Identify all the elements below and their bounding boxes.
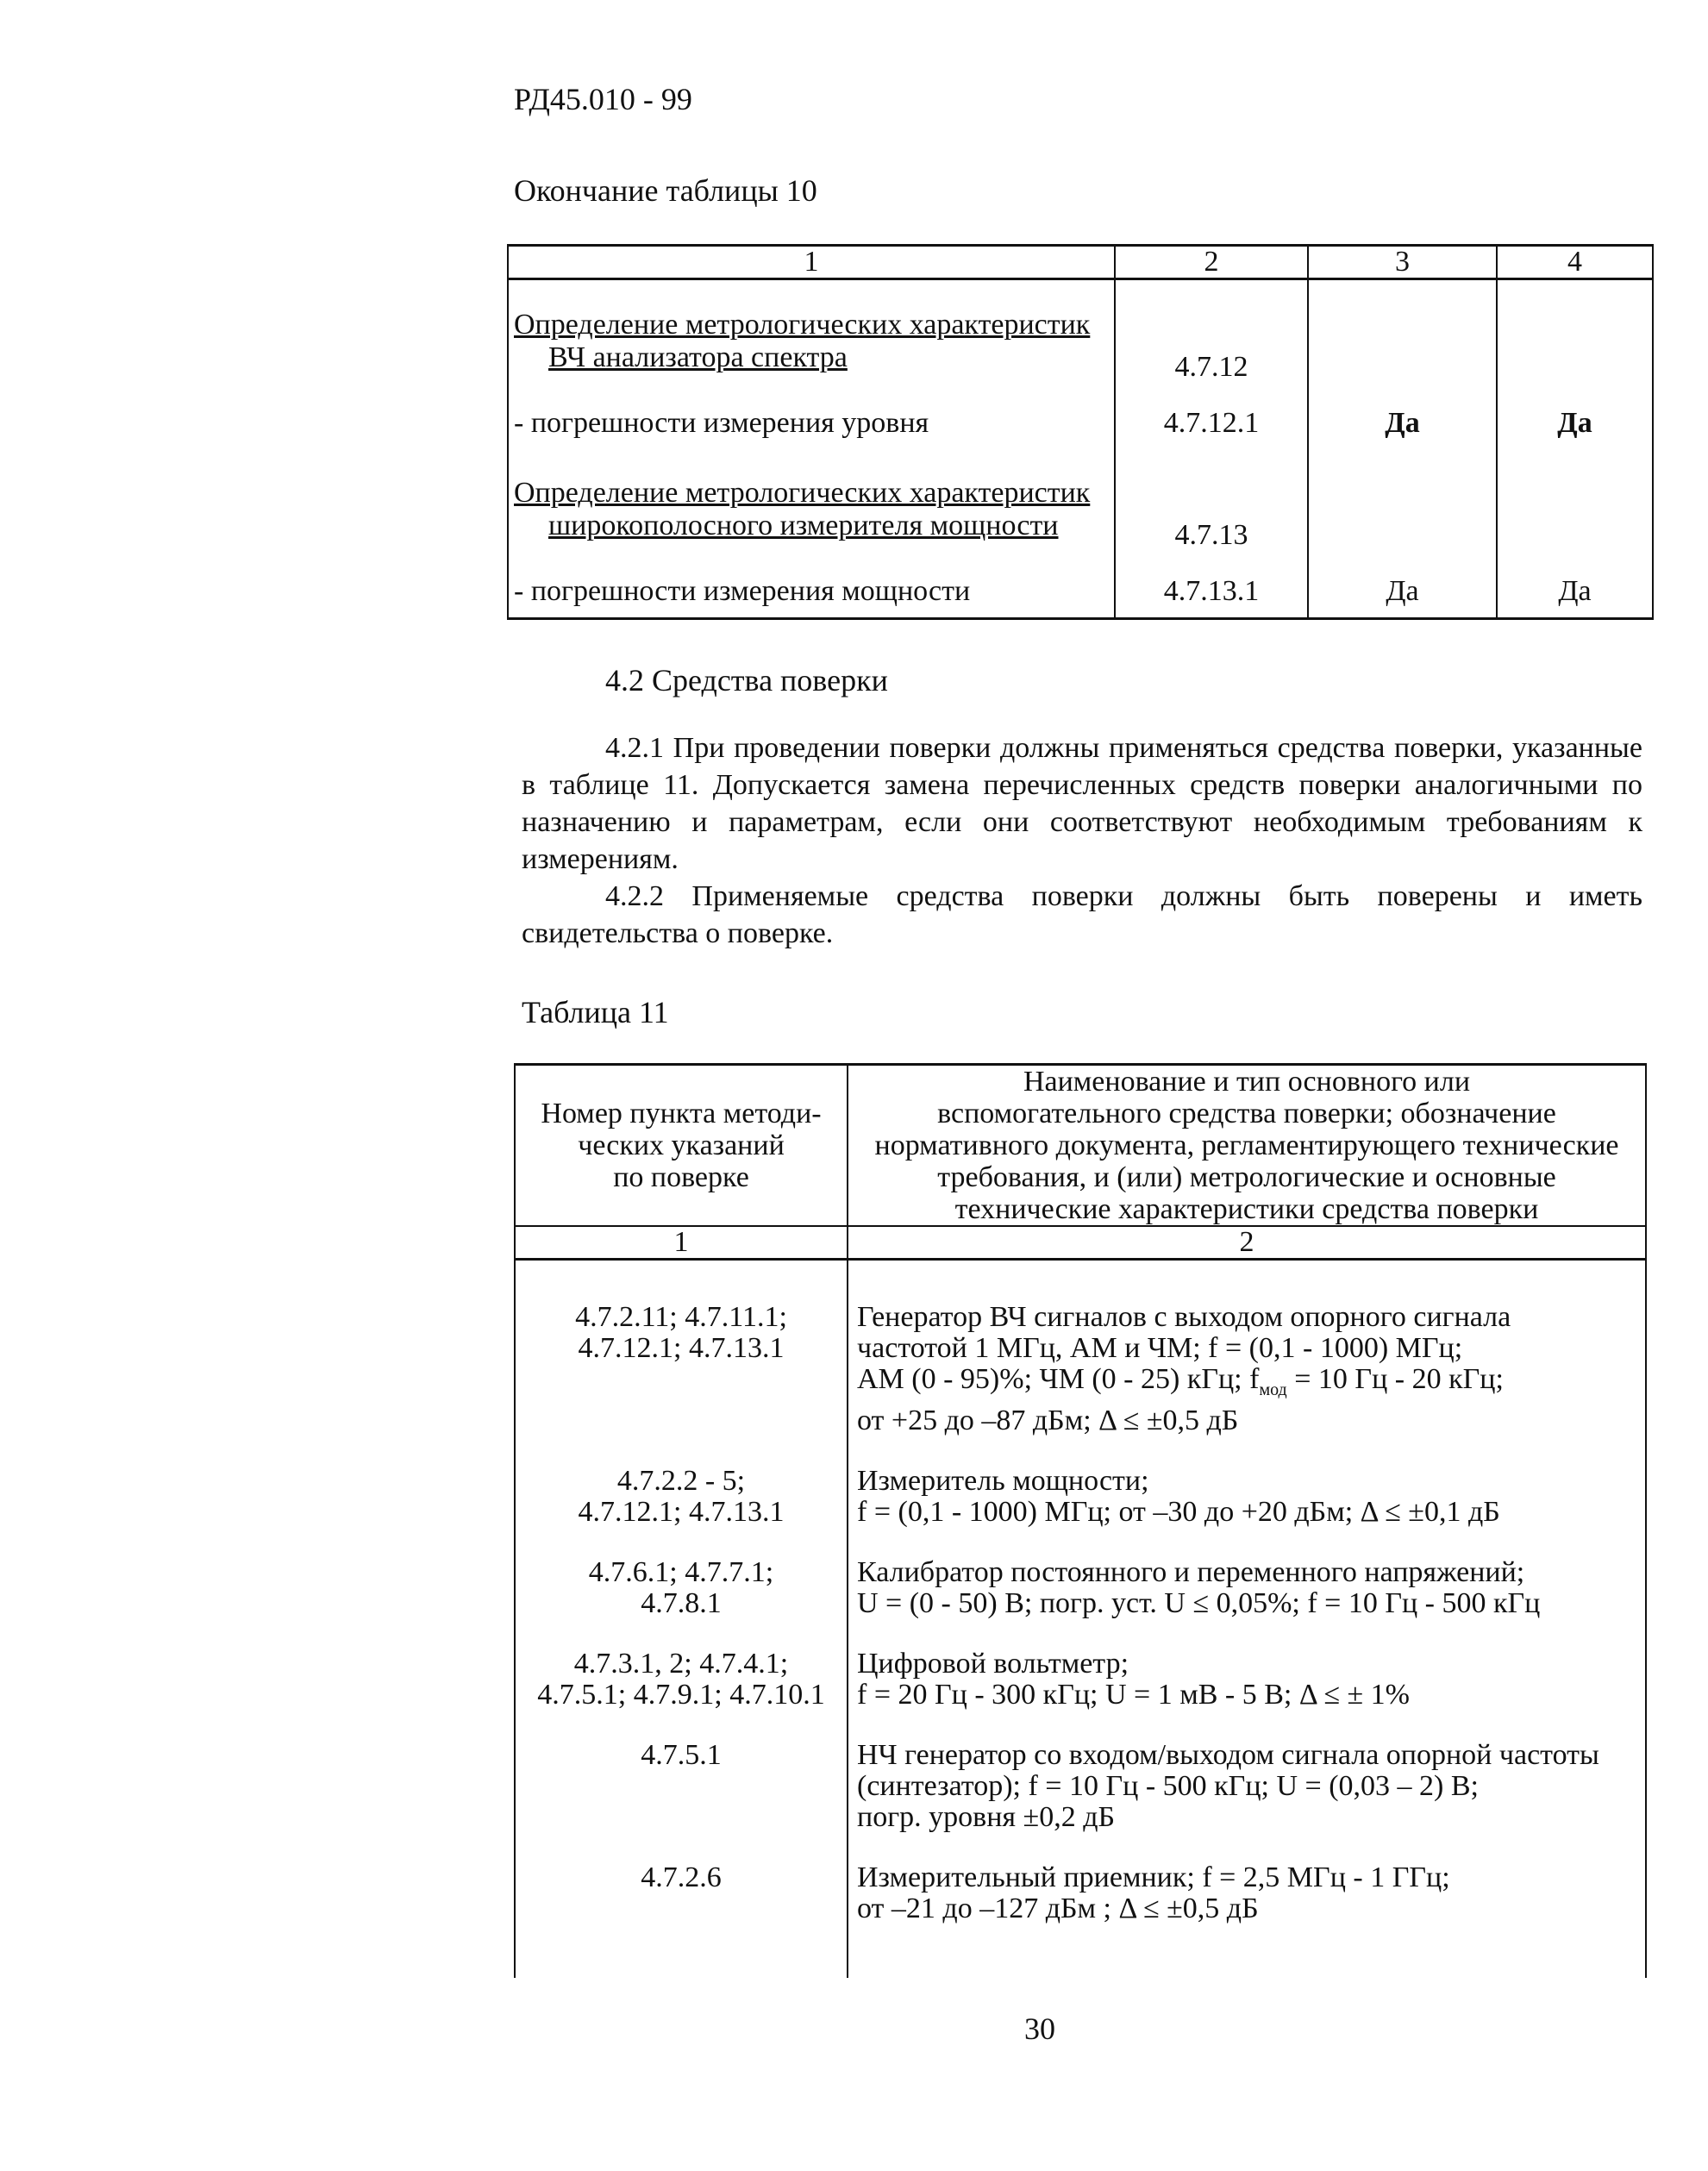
table10-group-title: Определение метрологических характеристик широкополосного измерителя мощности (508, 449, 1115, 555)
table10-yes: Да (1308, 387, 1497, 449)
paragraph-4-2-1: 4.2.1 При проведении поверки должны применяться средства поверки, указанные в таблице 11. Допускается замена перечисленных средств поверки аналогичными по назначению и параметрам, если они соответствуют необходимым требованиям к измерениям. (522, 732, 1642, 875)
table-row (515, 1260, 1646, 1436)
table11-clause: 4.7.2.2 - 5; 4.7.12.1; 4.7.13.1 (515, 1436, 848, 1528)
table10-row (508, 555, 1653, 619)
table10-yes: Да (1497, 387, 1653, 449)
table11-equipment: Цифровой вольтметр; f = 20 Гц - 300 кГц; U = 1 мВ - 5 В; Δ ≤ ± 1% (848, 1619, 1646, 1711)
table11-col-2: 2 (848, 1226, 1646, 1260)
table11-clause: 4.7.2.6 (515, 1833, 848, 1924)
table11-head-equipment: Наименование и тип основного или вспомогательного средства поверки; обозначение нормативного документа, регламентирующего технические требования, и (или) метрологические и основные технические характеристики средства поверки (848, 1065, 1646, 1227)
table10-col-2: 2 (1115, 246, 1308, 279)
page-number: 30 (1024, 2011, 1055, 2046)
table11-caption: Таблица 11 (522, 995, 669, 1029)
table-row (515, 1436, 1646, 1528)
table10-col-1: 1 (508, 246, 1115, 279)
table10-row (508, 449, 1653, 555)
table11-head-clause: Номер пункта методи- ческих указаний по поверке (515, 1065, 848, 1227)
table10-row (508, 279, 1653, 387)
table-row (515, 1711, 1646, 1833)
table11-equipment: Измерительный приемник; f = 2,5 МГц - 1 ГГц; от –21 до –127 дБм ; Δ ≤ ±0,5 дБ (848, 1833, 1646, 1924)
table10-header-row (508, 246, 1653, 279)
table10-item: - погрешности измерения уровня (508, 387, 1115, 449)
table11-equipment: Измеритель мощности; f = (0,1 - 1000) МГц; от –30 до +20 дБм; Δ ≤ ±0,1 дБ (848, 1436, 1646, 1528)
table-11 (514, 1063, 1647, 1978)
table10-group-title: Определение метрологических характеристик ВЧ анализатора спектра (508, 279, 1115, 387)
table10-clause: 4.7.12.1 (1115, 387, 1308, 449)
table10-caption: Окончание таблицы 10 (514, 173, 817, 208)
table10-clause: 4.7.13 (1115, 449, 1308, 555)
table10-col-3: 3 (1308, 246, 1497, 279)
table11-header-row (515, 1065, 1646, 1227)
table-10 (507, 244, 1654, 620)
table11-equipment: НЧ генератор со входом/выходом сигнала опорной частоты (синтезатор); f = 10 Гц - 500 кГц; U = (0,03 – 2) В; погр. уровня ±0,2 дБ (848, 1711, 1646, 1833)
table11-clause: 4.7.5.1 (515, 1711, 848, 1833)
table11-equipment: Генератор ВЧ сигналов с выходом опорного сигнала частотой 1 МГц, АМ и ЧМ; f = (0,1 - 1000) МГц; АМ (0 - 95)%; ЧМ (0 - 25) кГц; $f_{мод} = 10$ Гц - 20 кГц; от +25 до –87 дБм; Δ ≤ ±0,5 дБ (848, 1260, 1646, 1436)
table11-clause: 4.7.2.11; 4.7.11.1; 4.7.12.1; 4.7.13.1 (515, 1260, 848, 1436)
table10-item: - погрешности измерения мощности (508, 555, 1115, 619)
table11-number-row (515, 1226, 1646, 1260)
document-code: РД45.010 - 99 (514, 82, 692, 116)
table10-row (508, 387, 1653, 449)
table10-col-4: 4 (1497, 246, 1653, 279)
table11-equipment: Калибратор постоянного и переменного напряжений; U = (0 - 50) В; погр. уст. U ≤ 0,05%; f = 10 Гц - 500 кГц (848, 1528, 1646, 1619)
table11-clause: 4.7.6.1; 4.7.7.1; 4.7.8.1 (515, 1528, 848, 1619)
paragraph-4-2-2: 4.2.2 Применяемые средства поверки должны быть поверены и иметь свидетельства о поверке. (522, 880, 1642, 949)
table11-col-1: 1 (515, 1226, 848, 1260)
table10-clause: 4.7.12 (1115, 279, 1308, 387)
table-row (515, 1528, 1646, 1619)
table-row (515, 1833, 1646, 1924)
table-row (515, 1619, 1646, 1711)
table10-yes: Да (1497, 555, 1653, 619)
table10-yes: Да (1308, 555, 1497, 619)
table11-clause: 4.7.3.1, 2; 4.7.4.1; 4.7.5.1; 4.7.9.1; 4.7.10.1 (515, 1619, 848, 1711)
section-title: 4.2 Средства поверки (605, 663, 888, 698)
table10-clause: 4.7.13.1 (1115, 555, 1308, 619)
